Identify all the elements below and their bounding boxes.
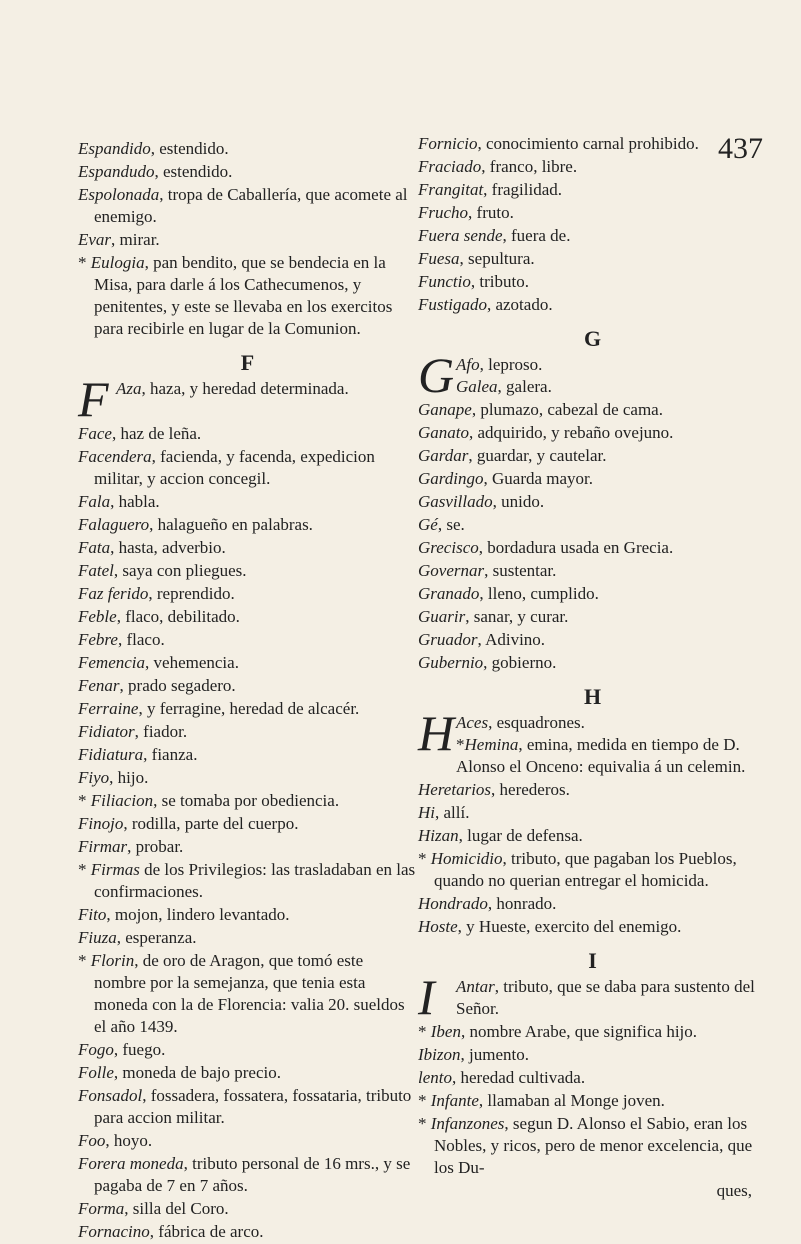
entry-term: Frangitat [418, 180, 484, 199]
dictionary-entry [418, 1067, 768, 1089]
entry-term: Governar [418, 561, 485, 580]
entry-term: Fidiatura [78, 745, 144, 764]
entry-term: Forera moneda [78, 1154, 184, 1173]
entry-star: * [78, 253, 91, 272]
entry-definition: , adquirido, y rebaño ovejuno. [469, 423, 674, 442]
entry-definition: , y ferragine, heredad de alcacér. [138, 699, 360, 718]
left-column [78, 138, 418, 1244]
entry-definition: , de oro de Aragon, que tomó este nombre por la semejanza, que tenia esta moneda con la de Florencia: valia 20. sueldos el año 1439. [94, 951, 405, 1036]
dictionary-entry [418, 133, 768, 155]
dictionary-entry [78, 813, 418, 835]
entry-definition: , reprendido. [148, 584, 235, 603]
dictionary-entry [78, 1130, 418, 1152]
dictionary-entry [78, 491, 418, 513]
entry-definition: , leproso. [479, 355, 543, 374]
dictionary-entry [78, 423, 418, 445]
dictionary-entry [78, 698, 418, 720]
section-f-first-entry [78, 371, 418, 427]
entry-definition: , unido. [492, 492, 545, 511]
dropcap-i: I [418, 969, 435, 1025]
section-g-first-entry [418, 347, 768, 403]
entry-term: Heretarios [418, 780, 492, 799]
entry-term: Galea [456, 377, 498, 396]
dictionary-entry [418, 583, 768, 605]
entry-term: Filiacion [90, 791, 154, 810]
entry-term: Hi [418, 803, 435, 822]
entry-term: Infante [430, 1091, 479, 1110]
entry-definition: , flaco. [117, 630, 165, 649]
section-letter-h: H [583, 684, 603, 709]
dictionary-entry [418, 445, 768, 467]
entry-term: Fuesa [418, 249, 460, 268]
dictionary-entry [78, 744, 418, 766]
entry-definition: , herederos. [491, 780, 570, 799]
entry-definition: , fábrica de arco. [149, 1222, 264, 1241]
entry-term: Fustigado [418, 295, 487, 314]
dictionary-entry [418, 156, 768, 178]
entry-definition: , facienda, y facenda, expedicion militar, y accion concegil. [94, 447, 375, 488]
entry-term: Ganape [418, 400, 472, 419]
entry-definition: , se tomaba por obediencia. [153, 791, 340, 810]
entry-definition: , probar. [127, 837, 184, 856]
dictionary-entry [78, 514, 418, 536]
section-f-entries [78, 423, 418, 1243]
entry-term: Infanzones [430, 1114, 505, 1133]
entry-definition: , mirar. [111, 230, 160, 249]
entry-term: Gardar [418, 446, 469, 465]
dictionary-entry [78, 606, 418, 628]
dictionary-entry [418, 1090, 768, 1112]
dictionary-entry [418, 202, 768, 224]
entry-definition: , emina, medida en tiempo de D. Alonso el Onceno: equivalia á un celemin. [456, 735, 746, 776]
section-h-entries [418, 779, 768, 938]
entry-definition: , honrado. [487, 894, 557, 913]
entry-term: Florin [90, 951, 135, 970]
dictionary-entry [418, 825, 768, 847]
entry-definition: , vehemencia. [145, 653, 239, 672]
dictionary-entry [78, 446, 418, 490]
dictionary-entry [418, 848, 768, 892]
dictionary-entry [418, 606, 768, 628]
entry-definition: , heredad cultivada. [452, 1068, 586, 1087]
entry-definition: , sustentar. [484, 561, 557, 580]
entry-star: * [418, 1091, 431, 1110]
entry-definition: , moneda de bajo precio. [113, 1063, 281, 1082]
entry-term: Face [78, 424, 112, 443]
dictionary-entry [78, 1085, 418, 1129]
entry-definition: , halagueño en palabras. [149, 515, 313, 534]
dictionary-entry [78, 229, 418, 251]
dictionary-entry [418, 537, 768, 559]
dictionary-entry [418, 225, 768, 247]
entry-definition: , estendido. [154, 162, 233, 181]
dropcap-g: G [418, 347, 455, 403]
entry-term: Falaguero [78, 515, 150, 534]
entry-definition: , flaco, debilitado. [116, 607, 240, 626]
entry-definition: , fuera de. [502, 226, 571, 245]
entry-definition: , y Hueste, exercito del enemigo. [457, 917, 682, 936]
entry-definition: , plumazo, cabezal de cama. [471, 400, 663, 419]
entry-term: Fito [78, 905, 107, 924]
entry-term: Gruador [418, 630, 478, 649]
entry-term: Eulogia [90, 253, 145, 272]
entry-definition: , fragilidad. [483, 180, 563, 199]
entry-term: Fornicio [418, 134, 478, 153]
dictionary-entry [418, 468, 768, 490]
dictionary-entry [78, 1198, 418, 1220]
entry-definition: , esquadrones. [488, 713, 585, 732]
entry-term: Evar [78, 230, 112, 249]
entry-term: Espandido [78, 139, 151, 158]
entry-term: Fata [78, 538, 111, 557]
entry-definition: , llamaban al Monge joven. [478, 1091, 665, 1110]
entry-term: Femencia [78, 653, 146, 672]
entry-term: Gubernio [418, 653, 484, 672]
entry-term: Fiuza [78, 928, 117, 947]
entry-term: Fatel [78, 561, 114, 580]
entry-star: * [78, 951, 91, 970]
entry-term: Firmar [78, 837, 128, 856]
entry-term: Guarir [418, 607, 466, 626]
entry-definition: , habla. [110, 492, 160, 511]
entry-term: Fala [78, 492, 111, 511]
entry-definition: , fuego. [113, 1040, 166, 1059]
dictionary-entry [418, 422, 768, 444]
dictionary-entry [78, 1153, 418, 1197]
dictionary-entry [78, 904, 418, 926]
dictionary-entry [78, 859, 418, 903]
entry-definition: , fiador. [134, 722, 188, 741]
dictionary-entry [418, 248, 768, 270]
entry-definition: , lleno, cumplido. [479, 584, 599, 603]
entry-term: Fuera sende [418, 226, 503, 245]
entry-term: lento [418, 1068, 452, 1087]
dictionary-entry [78, 1221, 418, 1243]
page-number: 437 [718, 132, 763, 165]
entry-term: Aces [456, 713, 489, 732]
entry-definition: , galera. [497, 377, 552, 396]
dictionary-entry [78, 790, 418, 812]
entry-definition: , azotado. [486, 295, 553, 314]
entry-definition: , tributo personal de 16 mrs., y se pagaba de 7 en 7 años. [94, 1154, 411, 1195]
dictionary-entry [418, 1044, 768, 1066]
entry-definition: , silla del Coro. [124, 1199, 229, 1218]
dictionary-entry [78, 950, 418, 1038]
entry-definition: , tropa de Caballería, que acomete al enemigo. [94, 185, 408, 226]
section-letter-f: F [240, 350, 256, 375]
entry-term: Hondrado [418, 894, 488, 913]
dictionary-entry [418, 893, 768, 915]
entry-term: Finojo [78, 814, 124, 833]
entry-definition: , fruto. [468, 203, 514, 222]
dictionary-entry [78, 161, 418, 183]
entry-star: * [418, 1114, 431, 1133]
entry-star: * [418, 849, 431, 868]
dictionary-entry [418, 652, 768, 674]
entry-term: Gé [418, 515, 438, 534]
dictionary-entry [418, 514, 768, 536]
entry-term: Espandudo [78, 162, 155, 181]
dictionary-entry [418, 271, 768, 293]
entry-term: Fonsadol [78, 1086, 143, 1105]
right-column [418, 133, 768, 1203]
dropcap-h: H [418, 705, 455, 761]
dictionary-entry [78, 184, 418, 228]
entry-definition: , pan bendito, que se bendecia en la Misa, para darle á los Cathecumenos, y penitentes, y este se llevaba en los exercitos para recibirle en lugar de la Comunion. [94, 253, 393, 338]
entry-term: Foo [78, 1131, 106, 1150]
dictionary-entry [418, 779, 768, 801]
dictionary-entry [78, 252, 418, 340]
dictionary-entry [78, 1062, 418, 1084]
entry-term: Afo [456, 355, 480, 374]
dictionary-entry [418, 560, 768, 582]
dictionary-entry [78, 927, 418, 949]
entry-definition: , saya con pliegues. [113, 561, 247, 580]
entry-definition: , prado segadero. [119, 676, 236, 695]
dictionary-entry [418, 1113, 768, 1179]
dictionary-entry [78, 675, 418, 697]
entry-term: Grecisco [418, 538, 479, 557]
entry-term: Aza [116, 379, 142, 398]
entry-definition: , gobierno. [483, 653, 557, 672]
entry-definition: , fossadera, fossatera, fossataria, tributo para accion militar. [94, 1086, 412, 1127]
entry-term: Antar [456, 977, 495, 996]
dictionary-entry [418, 179, 768, 201]
entry-term: Feble [78, 607, 117, 626]
entry-term: Gasvillado [418, 492, 493, 511]
dictionary-entry [78, 138, 418, 160]
dictionary-entry [78, 560, 418, 582]
entry-definition: , fianza. [143, 745, 198, 764]
dictionary-entry [78, 652, 418, 674]
entry-term: Homicidio [430, 849, 503, 868]
dictionary-entry [418, 491, 768, 513]
entry-term: Faz ferido [78, 584, 149, 603]
entry-definition: , bordadura usada en Grecia. [478, 538, 674, 557]
entry-term: Ibizon [418, 1045, 461, 1064]
dictionary-entry [78, 836, 418, 858]
entry-term: Ganato [418, 423, 469, 442]
entry-term: Facendera [78, 447, 152, 466]
entry-definition: , segun D. Alonso el Sabio, eran los Nobles, y ricos, pero de menor excelencia, que los Du- [434, 1114, 753, 1177]
entry-definition: , lugar de defensa. [458, 826, 583, 845]
dictionary-entry [78, 1039, 418, 1061]
entry-term: Fraciado [418, 157, 482, 176]
entry-star: * [78, 791, 91, 810]
entry-definition: , jumento. [460, 1045, 529, 1064]
dictionary-entry [418, 294, 768, 316]
entry-definition: , franco, libre. [481, 157, 578, 176]
entry-definition: , tributo. [470, 272, 529, 291]
entry-term: Frucho [418, 203, 469, 222]
entry-term: Granado [418, 584, 480, 603]
entry-term: Hoste [418, 917, 458, 936]
entry-term: Hizan [418, 826, 459, 845]
right-top-entries [418, 133, 768, 316]
entry-definition: , conocimiento carnal prohibido. [477, 134, 699, 153]
dictionary-entry [78, 629, 418, 651]
entry-term: Fornacino [78, 1222, 150, 1241]
left-top-entries [78, 138, 418, 340]
dictionary-entry [418, 399, 768, 421]
entry-term: Fiyo [78, 768, 110, 787]
dropcap-f: F [78, 371, 109, 427]
entry-definition: , haz de leña. [111, 424, 202, 443]
section-i-entries [418, 1021, 768, 1179]
entry-term: Iben [430, 1022, 461, 1041]
entry-definition: , allí. [435, 803, 470, 822]
entry-definition: , tributo, que pagaban los Pueblos, quando no querian entregar el homicida. [434, 849, 737, 890]
entry-definition: , haza, y heredad determinada. [141, 379, 349, 398]
section-i-first-entry [418, 969, 768, 1025]
entry-definition: , guardar, y cautelar. [468, 446, 607, 465]
entry-definition: , rodilla, parte del cuerpo. [123, 814, 299, 833]
entry-definition: de los Privilegios: las trasladaban en las confirmaciones. [94, 860, 416, 901]
entry-definition: , nombre Arabe, que significa hijo. [460, 1022, 698, 1041]
entry-term: Fogo [78, 1040, 114, 1059]
entry-term: Gardingo [418, 469, 484, 488]
dictionary-entry [418, 1021, 768, 1043]
dictionary-entry [418, 916, 768, 938]
entry-definition: , sanar, y curar. [465, 607, 569, 626]
entry-term: Fidiator [78, 722, 135, 741]
entry-definition: , Guarda mayor. [483, 469, 594, 488]
entry-definition: , Adivino. [477, 630, 546, 649]
section-letter-i: I [588, 948, 598, 973]
entry-star: * [78, 860, 91, 879]
entry-term: Ferraine [78, 699, 139, 718]
dictionary-entry [418, 802, 768, 824]
entry-star: * [456, 735, 465, 754]
dictionary-entry [78, 721, 418, 743]
dictionary-entry [78, 537, 418, 559]
entry-term: Fenar [78, 676, 120, 695]
entry-definition: , hoyo. [105, 1131, 153, 1150]
entry-term: Espolonada [78, 185, 160, 204]
entry-definition: , mojon, lindero levantado. [106, 905, 290, 924]
entry-definition: , sepultura. [459, 249, 535, 268]
entry-term: Firmas [90, 860, 140, 879]
entry-definition: , hijo. [109, 768, 149, 787]
dictionary-entry [78, 767, 418, 789]
entry-term: Hemina [464, 735, 519, 754]
entry-definition: , esperanza. [116, 928, 197, 947]
section-g-entries [418, 399, 768, 674]
entry-term: Febre [78, 630, 118, 649]
entry-term: Folle [78, 1063, 114, 1082]
dictionary-entry [418, 629, 768, 651]
section-letter-g: G [583, 326, 603, 351]
entry-definition: , tributo, que se daba para sustento del Señor. [456, 977, 755, 1018]
entry-definition: , hasta, adverbio. [110, 538, 226, 557]
entry-term: Forma [78, 1199, 125, 1218]
entry-star: * [418, 1022, 431, 1041]
entry-definition: , estendido. [150, 139, 229, 158]
section-h-first-entry [418, 705, 768, 778]
entry-definition: , se. [437, 515, 465, 534]
catchword: ques, [716, 1181, 752, 1200]
dictionary-entry [78, 583, 418, 605]
entry-term: Functio [418, 272, 471, 291]
